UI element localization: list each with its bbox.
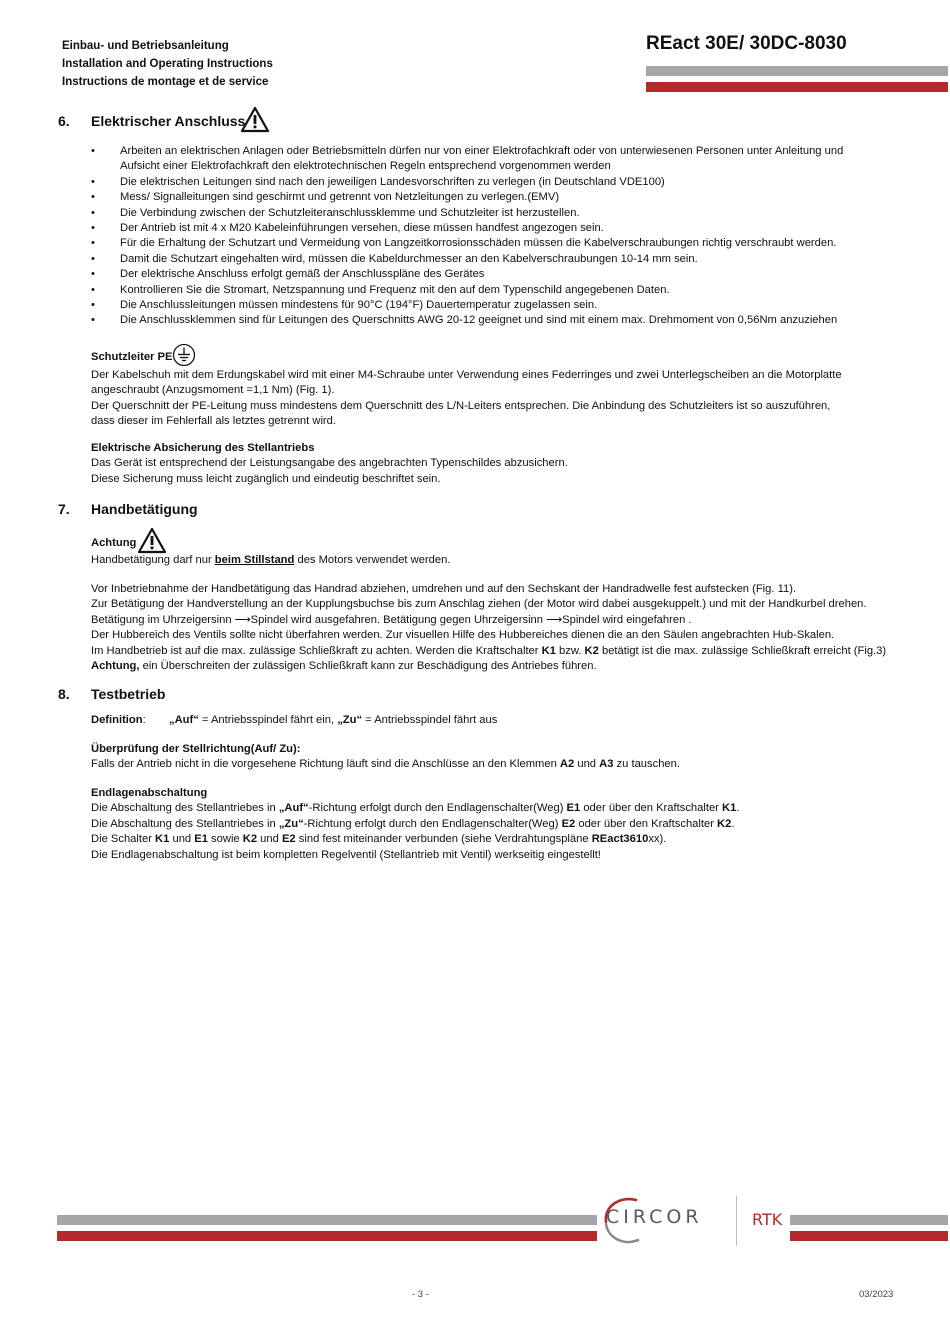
pe-line: Der Kabelschuh mit dem Erdungskabel wird mit einer M4-Schraube unter Verwendung eines Federringes und zwei Unterlegscheiben an die Motorplatte [91,369,842,381]
list-item: • Kontrollieren Sie die Stromart, Netzspannung und Frequenz mit den auf dem Typenschild angegebenen Daten. [91,283,851,298]
document-header-lines [62,37,273,91]
endlagen-heading: Endlagenabschaltung [91,787,208,799]
section-7-line: Zur Betätigung der Handverstellung an der Kupplungsbuchse bis zum Anschlag ziehen (der Motor wird dabei ausgekuppelt.) und mit der Handkurbel drehen. [91,598,867,611]
list-item: • Damit die Schutzart eingehalten wird, müssen die Kabeldurchmesser an den Kabelverschraubungen 10-14 mm sein. [91,252,851,267]
list-item: • Die Verbindung zwischen der Schutzleiteranschlussklemme und Schutzleiter ist herzustellen. [91,206,851,221]
header-red-bar [646,82,948,92]
section-7-line: Betätigung im Uhrzeigersinn ⟶Spindel wird ausgefahren. Betätigung gegen Uhrzeigersinn ⟶Spindel wird eingefahren . [91,613,692,626]
section-7-line: Im Handbetrieb ist auf die max. zulässige Schließkraft zu achten. Werden die Kraftschalter K1 bzw. K2 betätigt ist die max. zulässige Schließkraft erreicht (Fig.3) [91,644,887,657]
list-item: • Die Anschlussleitungen müssen mindestens für 90°C (194°F) Dauertemperatur zugelassen sein. [91,298,851,313]
list-item: • Der elektrische Anschluss erfolgt gemäß der Anschlusspläne des Gerätes [91,267,851,282]
document-title: REact 30E/ 30DC-8030 [646,33,847,54]
section-6-number: 6. [58,113,70,129]
endlagen-final-line: Die Endlagenabschaltung ist beim kompletten Regelventil (Stellantrieb mit Ventil) werkseitig eingestellt! [91,848,601,861]
definition-label: Definition [91,714,143,726]
list-item: • Arbeiten an elektrischen Anlagen oder Betriebsmitteln dürfen nur von einer Elektrofachkraft oder von unterwiesenen Personen unter Anleitung und Aufsicht einer Elektrofachkraft den elektrotechnischen Regeln entsprechend vorgenommen werden [91,144,851,175]
section-6-title: Elektrischer Anschluss [91,113,246,129]
pe-line: Der Querschnitt der PE-Leitung muss mindestens dem Querschnitt des L/N-Leiters entsprechen. Die Anbindung des Schutzleiters ist so auszuführen, [91,399,831,412]
warning-triangle-icon [137,527,167,554]
achtung-label: Achtung [91,537,137,549]
endlagen-paragraph: Endlagenabschaltung Die Abschaltung des Stellantriebes in „Auf“-Richtung erfolgt durch den Endlagenschalter(Weg) E1 oder über den Kraftschalter K1. Die Abschaltung des Stellantriebes in „Zu“-Richtung erfolgt durch den Endlagenschalter(Weg) E2 oder über den Kraftschalter K2. Die Schalter K1 und E1 sowie K2 und E2 sind fest miteinander verbunden (siehe Verdrahtungspläne REact3610xx). Die Endlagenabschaltung ist beim kompletten Regelventil (Stellantrieb mit Ventil) werkseitig eingestellt! [91,786,861,863]
circor-logo-text: CIRCOR [606,1206,703,1228]
handbetaetigung-warning [91,553,861,568]
section-8-number: 8. [58,686,70,702]
list-item: • Der Antrieb ist mit 4 x M20 Kabeleinführungen versehen, diese müssen handfest angezogen sein. [91,221,851,236]
warning-text: Handbetätigung darf nur [91,554,215,566]
direction-check-heading: Überprüfung der Stellrichtung(Auf/ Zu): [91,743,301,755]
pe-line: angeschraubt (Anzugsmoment =1,1 Nm) (Fig. 1). [91,384,335,397]
direction-check-paragraph: Überprüfung der Stellrichtung(Auf/ Zu): Falls der Antrieb nicht in die vorgesehene Richtung läuft sind die Anschlüsse an den Klemmen A2 und A3 zu tauschen. [91,742,861,773]
section-8-title: Testbetrieb [91,686,166,702]
list-item: • Für die Erhaltung der Schutzart und Vermeidung von Langzeitkorrosionsschäden müssen die Kabelverschraubungen richtig verschraubt werden. [91,236,851,251]
warning-emphasis: beim Stillstand [214,554,295,566]
section-7-line: Der Hubbereich des Ventils sollte nicht überfahren werden. Zur visuellen Hilfe des Hubbereiches dienen die an den Säulen angebrachten Hub-Skalen. [91,629,835,642]
fuse-paragraph [91,441,861,487]
warning-text: des Motors verwendet werden. [294,554,451,566]
section-7-title: Handbetätigung [91,501,198,517]
section-6-bullet-list [91,144,851,329]
rtk-brand: RTK [752,1210,783,1229]
logo-divider [736,1196,737,1246]
pe-paragraph [91,368,861,430]
pe-heading: Schutzleiter PE [91,351,173,363]
definition-text: „Auf“ = Antriebsspindel fährt ein, „Zu“ = Antriebsspindel fährt aus [169,714,498,726]
fuse-line: Diese Sicherung muss leicht zugänglich und eindeutig beschriftet sein. [91,472,441,485]
header-line-en: Installation and Operating Instructions [62,58,273,70]
warning-triangle-icon [240,106,270,133]
header-grey-bar [646,66,948,76]
protective-earth-icon [172,343,196,367]
section-7-line: Achtung, ein Überschreiten der zulässigen Schließkraft kann zur Beschädigung des Antriebes führen. [91,660,597,673]
footer-red-bar [57,1231,597,1241]
fuse-line: Das Gerät ist entsprechend der Leistungsangabe des angebrachten Typenschildes abzusichern. [91,457,568,470]
section-7-paragraph [91,582,887,674]
section-7-number: 7. [58,501,70,517]
page-number: - 3 - [412,1289,429,1300]
list-item: • Die Anschlussklemmen sind für Leitungen des Querschnitts AWG 20-12 geeignet und sind mit einem max. Drehmoment von 0,56Nm anzuziehen [91,313,851,328]
pe-line: dass dieser im Fehlerfall als letztes getrennt wird. [91,415,336,428]
revision-date: 03/2023 [859,1289,894,1300]
list-item: • Mess/ Signalleitungen sind geschirmt und getrennt von Netzleitungen zu verlegen.(EMV) [91,190,851,205]
footer-grey-bar-right [790,1215,948,1225]
section-7-line: Vor Inbetriebnahme der Handbetätigung das Handrad abziehen, umdrehen und auf den Sechskant der Handradwelle fest aufstecken (Fig. 11). [91,583,797,595]
list-item: • Die elektrischen Leitungen sind nach den jeweiligen Landesvorschriften zu verlegen (in Deutschland VDE100) [91,175,851,190]
footer-grey-bar [57,1215,597,1225]
header-line-fr: Instructions de montage et de service [62,76,269,88]
footer-red-bar-right [790,1231,948,1241]
fuse-heading: Elektrische Absicherung des Stellantriebs [91,442,315,454]
definition-line: Definition: [91,714,146,726]
header-line-de: Einbau- und Betriebsanleitung [62,40,229,52]
